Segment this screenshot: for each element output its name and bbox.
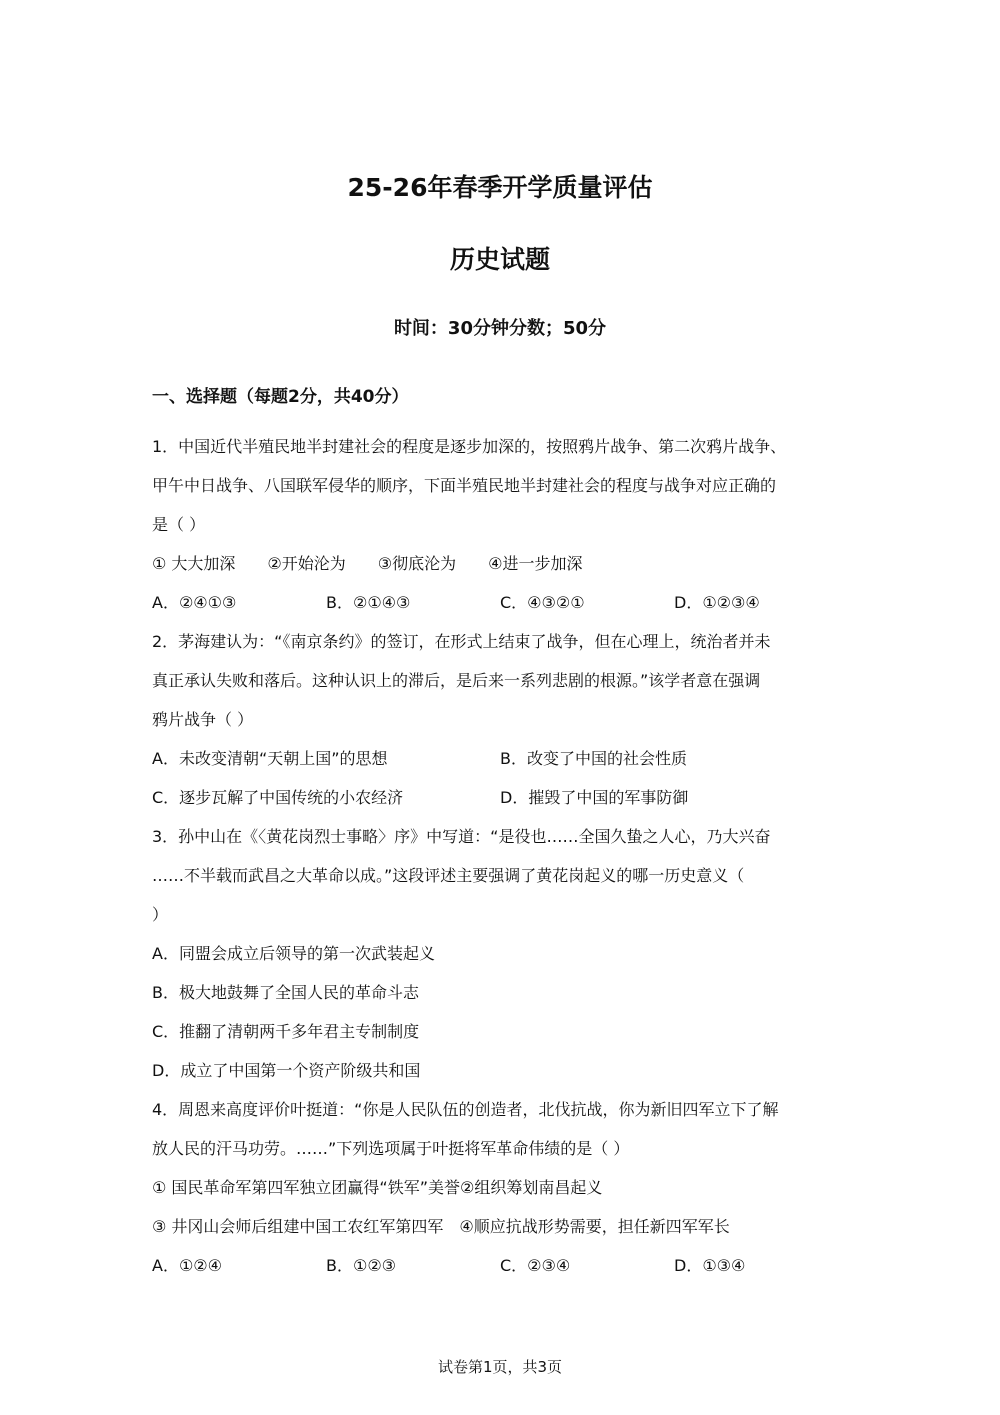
option-a[interactable]: A．②④①③ — [152, 593, 237, 612]
question-statements: ③ 井冈山会师后组建中国工农红军第四军 ④顺应抗战形势需要，担任新四军军长 — [152, 1217, 730, 1236]
option-d[interactable]: D．成立了中国第一个资产阶级共和国 — [152, 1061, 421, 1080]
question-line: 是（ ） — [152, 515, 206, 534]
question-4 — [152, 1095, 857, 1290]
question-2 — [152, 627, 857, 822]
question-line: 放人民的汗马功劳。……”下列选项属于叶挺将军革命伟绩的是（ ） — [152, 1139, 630, 1158]
question-line: 1．中国近代半殖民地半封建社会的程度是逐步加深的，按照鸦片战争、第二次鸦片战争、 — [152, 437, 787, 456]
subject-title: 历史试题 — [449, 245, 550, 274]
questions-list — [152, 432, 857, 1290]
question-3 — [152, 822, 857, 1095]
option-a[interactable]: A．未改变清朝“天朝上国”的思想 — [152, 749, 388, 768]
question-statements: ① 大大加深 ②开始沦为 ③彻底沦为 ④进一步加深 — [152, 554, 583, 573]
option-c[interactable]: C．②③④ — [500, 1256, 571, 1275]
question-line: 鸦片战争（ ） — [152, 710, 254, 729]
option-a[interactable]: A．同盟会成立后领导的第一次武装起义 — [152, 944, 435, 963]
question-1 — [152, 432, 857, 627]
question-line: ） — [152, 905, 169, 924]
question-line: ……不半载而武昌之大革命以成。”这段评述主要强调了黄花岗起义的哪一历史意义（ — [152, 866, 745, 885]
option-d[interactable]: D．摧毁了中国的军事防御 — [500, 788, 689, 807]
question-line: 4．周恩来高度评价叶挺道：“你是人民队伍的创造者，北伐抗战，你为新旧四军立下了解 — [152, 1100, 779, 1119]
options-row — [152, 783, 857, 822]
question-statements: ① 国民革命军第四军独立团赢得“铁军”美誉②组织筹划南昌起义 — [152, 1178, 603, 1197]
section-heading: 一、选择题（每题2分，共40分） — [152, 387, 409, 407]
page-footer: 试卷第1页，共3页 — [437, 1358, 563, 1376]
exam-meta: 时间：30分钟分数；50分 — [393, 318, 607, 339]
option-b[interactable]: B．改变了中国的社会性质 — [500, 749, 687, 768]
option-b[interactable]: B．极大地鼓舞了全国人民的革命斗志 — [152, 983, 419, 1002]
option-b[interactable]: B．②①④③ — [326, 593, 411, 612]
question-line: 甲午中日战争、八国联军侵华的顺序，下面半殖民地半封建社会的程度与战争对应正确的 — [152, 476, 777, 495]
option-c[interactable]: C．逐步瓦解了中国传统的小农经济 — [152, 788, 404, 807]
option-b[interactable]: B．①②③ — [326, 1256, 397, 1275]
option-c[interactable]: C．④③②① — [500, 593, 585, 612]
options-row — [152, 588, 857, 627]
option-c[interactable]: C．推翻了清朝两千多年君主专制制度 — [152, 1022, 420, 1041]
question-line: 2．茅海建认为：“《南京条约》的签订，在形式上结束了战争，但在心理上，统治者并未 — [152, 632, 771, 651]
option-d[interactable]: D．①③④ — [674, 1256, 746, 1275]
question-line: 真正承认失败和落后。这种认识上的滞后，是后来一系列悲剧的根源。”该学者意在强调 — [152, 671, 761, 690]
options-row — [152, 1251, 857, 1290]
exam-title: 25-26年春季开学质量评估 — [347, 173, 653, 202]
option-a[interactable]: A．①②④ — [152, 1256, 222, 1275]
option-d[interactable]: D．①②③④ — [674, 593, 760, 612]
question-line: 3．孙中山在《〈黄花岗烈士事略〉序》中写道：“是役也……全国久蛰之人心，乃大兴奋 — [152, 827, 771, 846]
options-row — [152, 744, 857, 783]
